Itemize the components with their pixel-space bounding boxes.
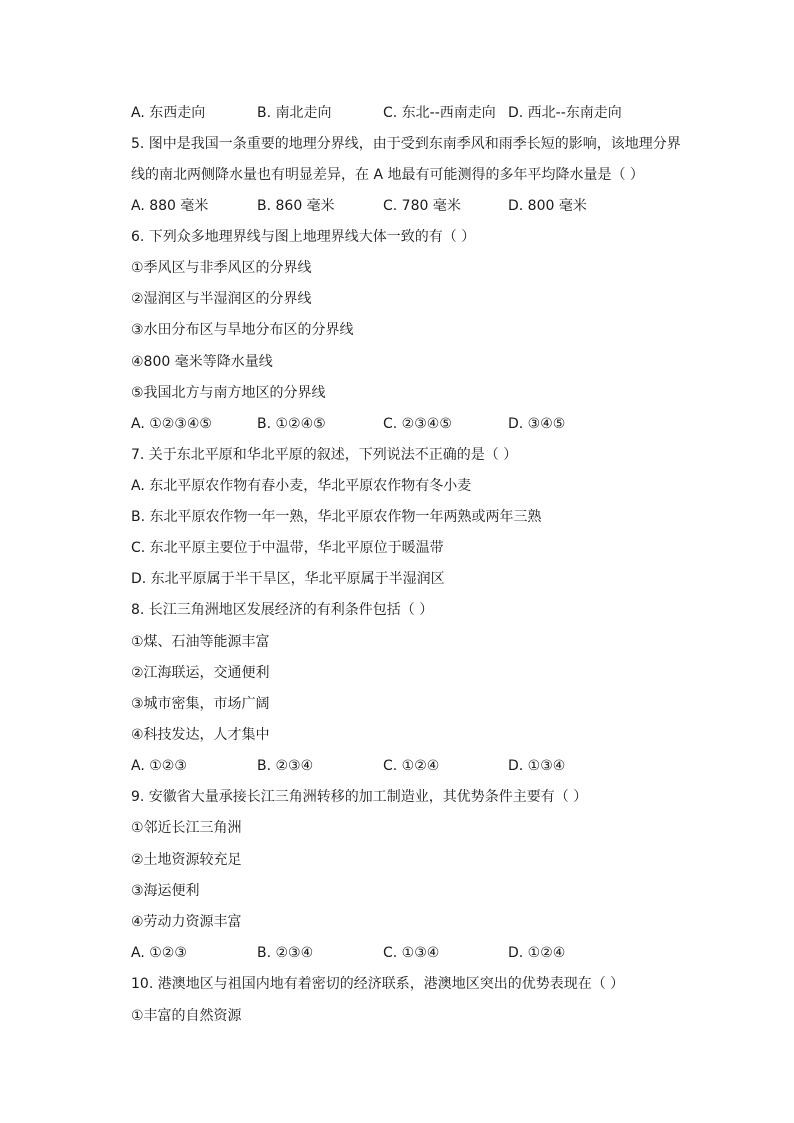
q6-item-5: ⑤我国北方与南方地区的分界线 — [131, 385, 326, 401]
q8-option-b: B. ②③④ — [257, 758, 314, 774]
q9-option-a: A. ①②③ — [131, 945, 187, 961]
q6-stem: 6. 下列众多地理界线与图上地理界线大体一致的有（ ） — [131, 229, 476, 245]
q8-option-a: A. ①②③ — [131, 758, 187, 774]
q7-option-d: D. 东北平原属于半干旱区，华北平原属于半湿润区 — [131, 571, 445, 587]
q5-option-d: D. 800 毫米 — [508, 198, 587, 214]
q9-item-3: ③海运便利 — [131, 883, 200, 899]
q9-item-4: ④劳动力资源丰富 — [131, 914, 242, 930]
q6-item-1: ①季风区与非季风区的分界线 — [131, 260, 312, 276]
q5-option-a: A. 880 毫米 — [131, 198, 209, 214]
q9-stem: 9. 安徽省大量承接长江三角洲转移的加工制造业，其优势条件主要有（ ） — [131, 789, 588, 805]
q10-item-1: ①丰富的自然资源 — [131, 1008, 242, 1024]
q9-option-d: D. ①②④ — [508, 945, 566, 961]
q5-stem-line2: 线的南北两侧降水量也有明显差异，在 A 地最有可能测得的多年平均降水量是（ ） — [131, 167, 644, 183]
q8-option-d: D. ①③④ — [508, 758, 566, 774]
q8-item-1: ①煤、石油等能源丰富 — [131, 634, 270, 650]
q5-option-b: B. 860 毫米 — [257, 198, 335, 214]
q6-item-3: ③水田分布区与旱地分布区的分界线 — [131, 322, 354, 338]
q4-option-b: B. 南北走向 — [257, 105, 332, 121]
q8-stem: 8. 长江三角洲地区发展经济的有利条件包括（ ） — [131, 602, 434, 618]
q4-option-a: A. 东西走向 — [131, 105, 206, 121]
q5-stem-line1: 5. 图中是我国一条重要的地理分界线，由于受到东南季风和雨季长短的影响，该地理分界 — [131, 136, 681, 152]
q9-option-b: B. ②③④ — [257, 945, 314, 961]
q8-item-4: ④科技发达，人才集中 — [131, 727, 270, 743]
q9-item-1: ①邻近长江三角洲 — [131, 820, 242, 836]
q8-item-3: ③城市密集，市场广阔 — [131, 696, 270, 712]
q8-option-c: C. ①②④ — [383, 758, 440, 774]
q4-option-d: D. 西北--东南走向 — [508, 105, 622, 121]
q7-option-b: B. 东北平原农作物一年一熟，华北平原农作物一年两熟或两年三熟 — [131, 509, 542, 525]
q6-item-4: ④800 毫米等降水量线 — [131, 354, 273, 370]
q9-option-c: C. ①③④ — [383, 945, 440, 961]
q7-option-c: C. 东北平原主要位于中温带，华北平原位于暖温带 — [131, 540, 444, 556]
q5-option-c: C. 780 毫米 — [383, 198, 461, 214]
q6-option-a: A. ①②③④⑤ — [131, 416, 212, 432]
q8-item-2: ②江海联运，交通便利 — [131, 665, 270, 681]
q6-option-d: D. ③④⑤ — [508, 416, 566, 432]
q9-item-2: ②土地资源较充足 — [131, 852, 242, 868]
q6-item-2: ②湿润区与半湿润区的分界线 — [131, 291, 312, 307]
q7-stem: 7. 关于东北平原和华北平原的叙述，下列说法不正确的是（ ） — [131, 447, 518, 463]
q10-stem: 10. 港澳地区与祖国内地有着密切的经济联系，港澳地区突出的优势表现在（ ） — [131, 976, 625, 992]
q6-option-c: C. ②③④⑤ — [383, 416, 452, 432]
q7-option-a: A. 东北平原农作物有春小麦，华北平原农作物有冬小麦 — [131, 478, 472, 494]
q6-option-b: B. ①②④⑤ — [257, 416, 326, 432]
q4-option-c: C. 东北--西南走向 — [383, 105, 496, 121]
